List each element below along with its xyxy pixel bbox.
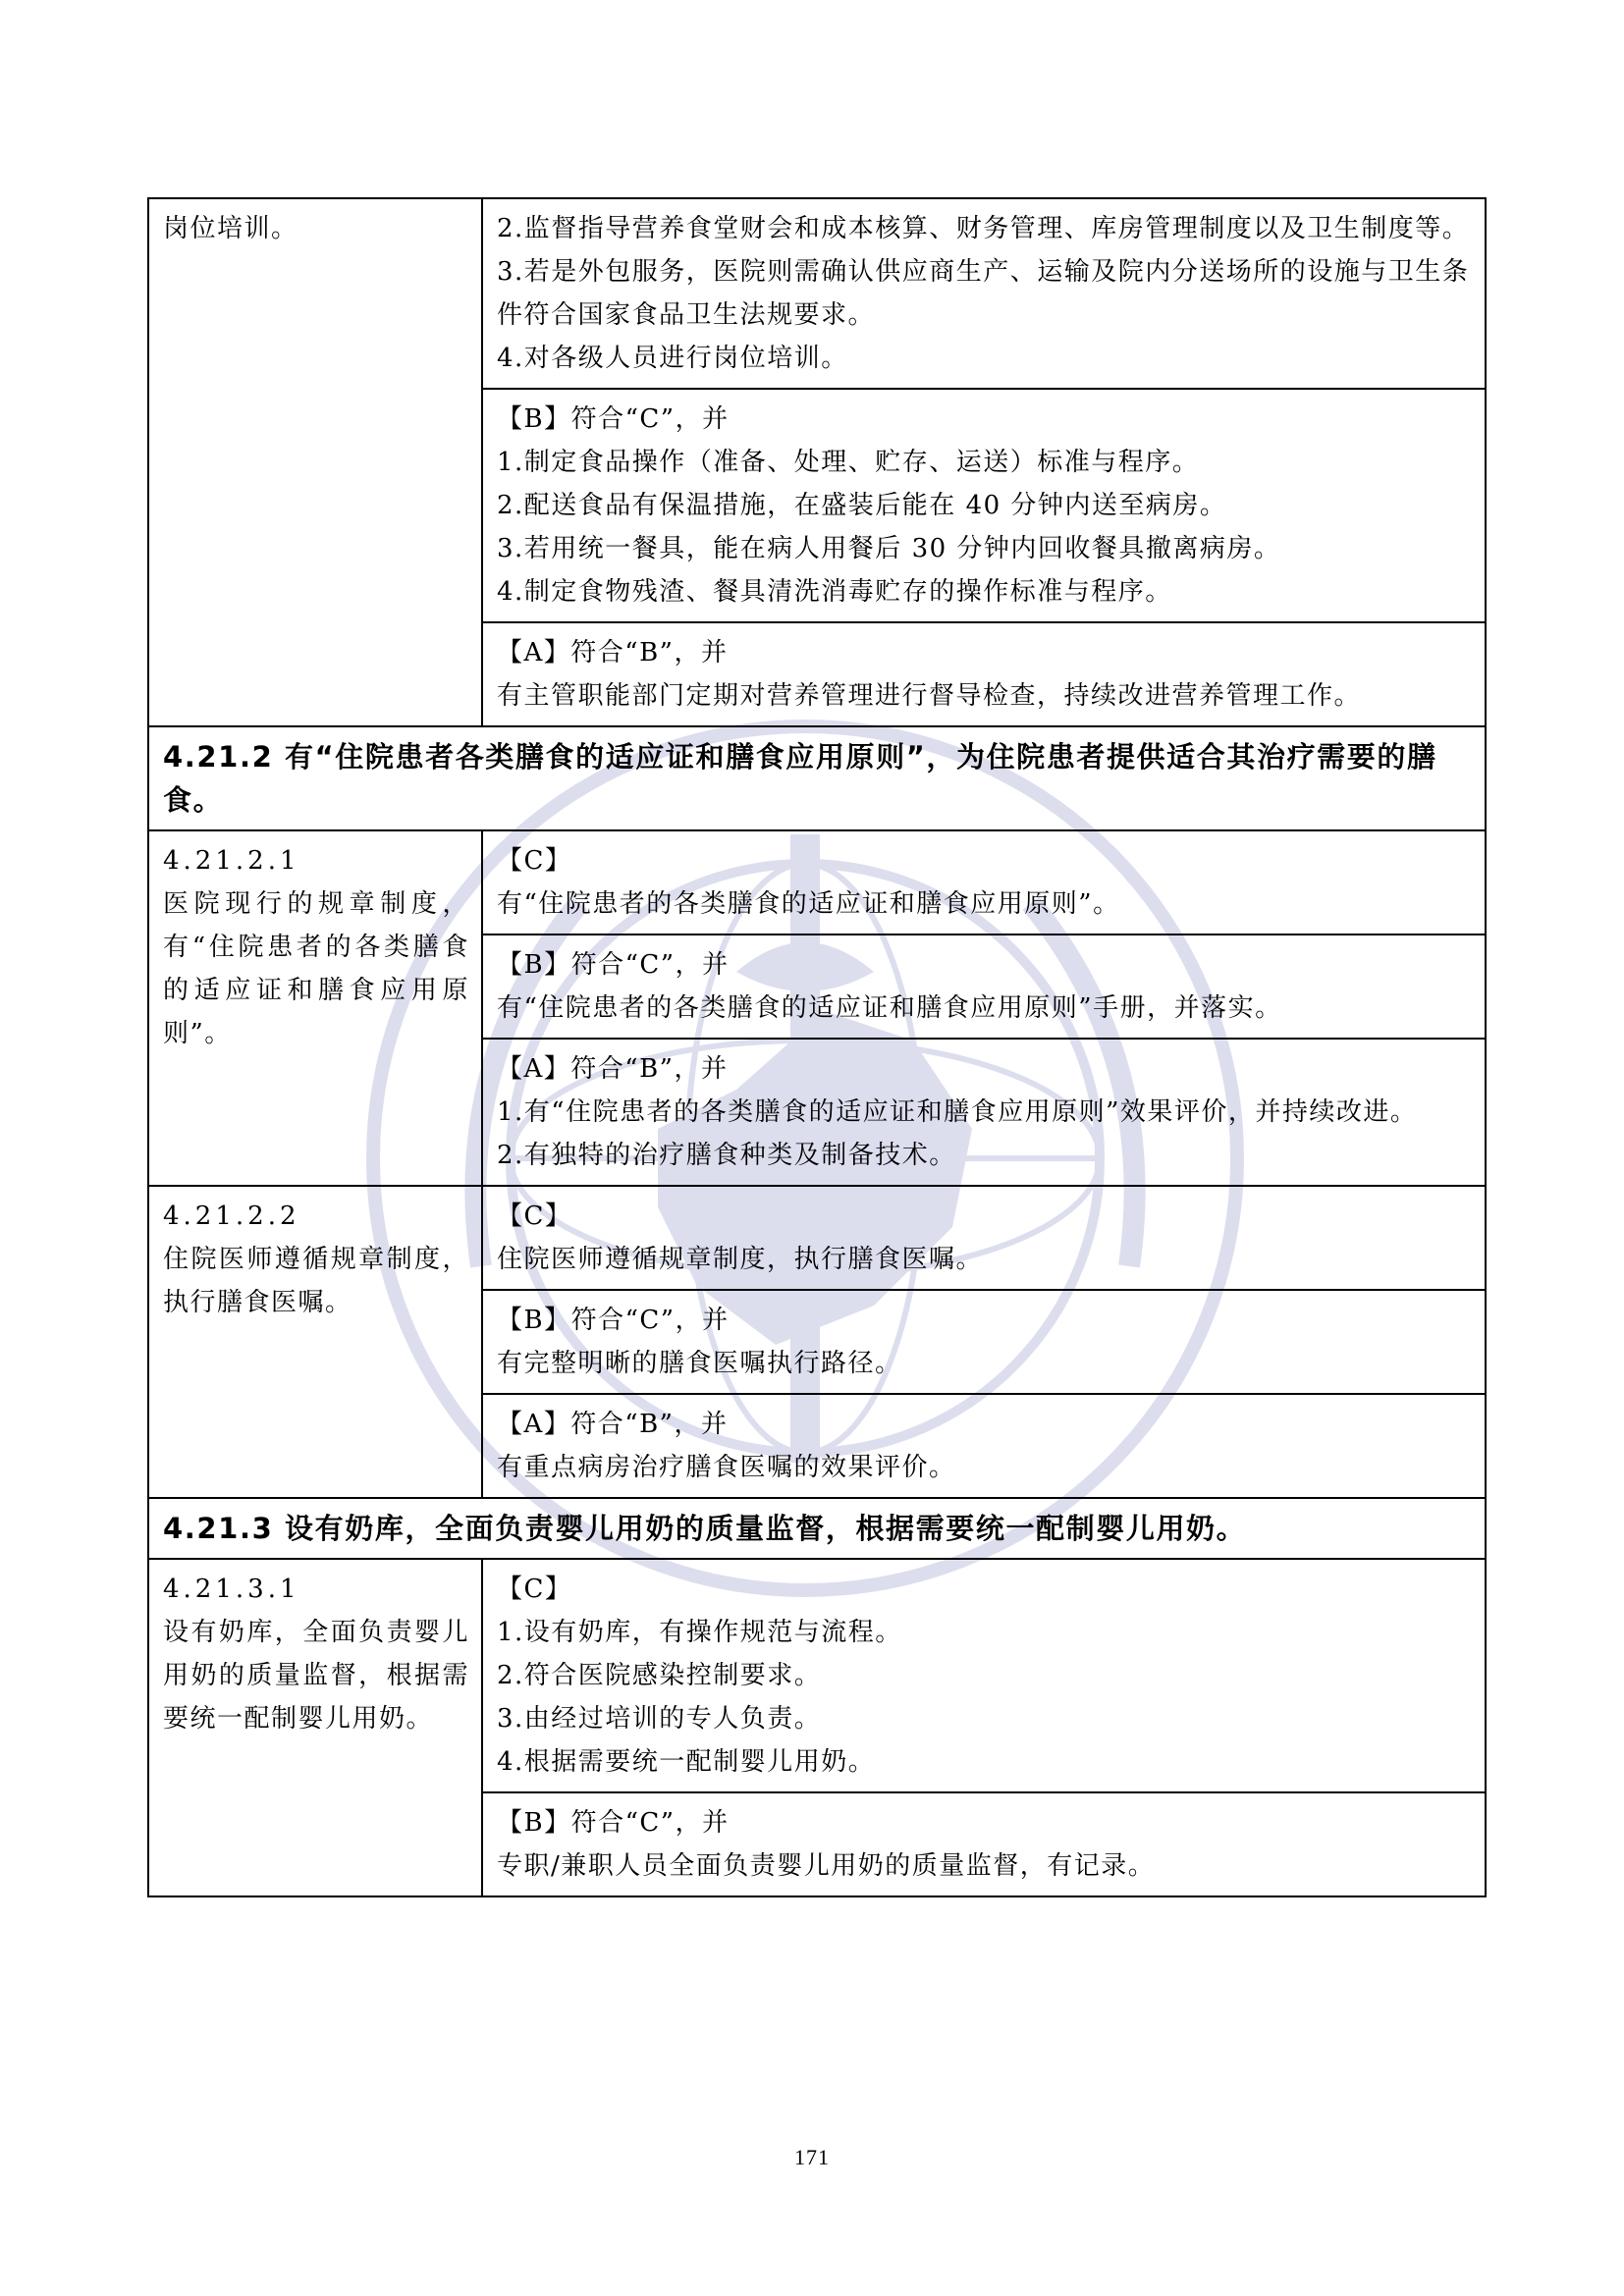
section-heading-4-21-2: 4.21.2 有“住院患者各类膳食的适应证和膳食应用原则”，为住院患者提供适合其治疗需要的膳食。 [148,726,1486,830]
table-row [148,1559,1486,1792]
grade-b-cell: 【B】符合“C”，并 有完整明晰的膳食医嘱执行路径。 [482,1290,1486,1394]
criterion-description-cell: 4.21.3.1 设有奶库，全面负责婴儿用奶的质量监督，根据需要统一配制婴儿用奶。 [148,1559,482,1896]
section-heading-4-21-3: 4.21.3 设有奶库，全面负责婴儿用奶的质量监督，根据需要统一配制婴儿用奶。 [148,1498,1486,1559]
criterion-description-cell: 岗位培训。 [148,198,482,726]
table-row [148,830,1486,934]
grade-b-cell: 【B】符合“C”，并 专职/兼职人员全面负责婴儿用奶的质量监督，有记录。 [482,1792,1486,1896]
grade-c-cell: 【C】 住院医师遵循规章制度，执行膳食医嘱。 [482,1186,1486,1290]
criterion-description-cell: 4.21.2.2 住院医师遵循规章制度，执行膳食医嘱。 [148,1186,482,1498]
grade-cell: 2.监督指导营养食堂财会和成本核算、财务管理、库房管理制度以及卫生制度等。 3.若是外包服务，医院则需确认供应商生产、运输及院内分送场所的设施与卫生条件符合国家食品卫生法规要求。 4.对各级人员进行岗位培训。 [482,198,1486,389]
section-heading-row [148,726,1486,830]
grade-a-cell: 【A】符合“B”，并 1.有“住院患者的各类膳食的适应证和膳食应用原则”效果评价，并持续改进。 2.有独特的治疗膳食种类及制备技术。 [482,1039,1486,1186]
criterion-description-cell: 4.21.2.1 医院现行的规章制度，有“住院患者的各类膳食的适应证和膳食应用原则”。 [148,830,482,1186]
grade-a-cell: 【A】符合“B”，并 有主管职能部门定期对营养管理进行督导检查，持续改进营养管理工作。 [482,622,1486,726]
section-heading-row [148,1498,1486,1559]
grade-c-cell: 【C】 有“住院患者的各类膳食的适应证和膳食应用原则”。 [482,830,1486,934]
grade-b-cell: 【B】符合“C”，并 1.制定食品操作（准备、处理、贮存、运送）标准与程序。 2.配送食品有保温措施，在盛装后能在 40 分钟内送至病房。 3.若用统一餐具，能在病人用餐后 30 分钟内回收餐具撤离病房。 4.制定食物残渣、餐具清洗消毒贮存的操作标准与程序。 [482,389,1486,622]
table-row [148,1186,1486,1290]
grade-b-cell: 【B】符合“C”，并 有“住院患者的各类膳食的适应证和膳食应用原则”手册，并落实。 [482,934,1486,1039]
grade-a-cell: 【A】符合“B”，并 有重点病房治疗膳食医嘱的效果评价。 [482,1394,1486,1498]
page-number: 171 [794,2145,830,2169]
grade-c-cell: 【C】 1.设有奶库，有操作规范与流程。 2.符合医院感染控制要求。 3.由经过培训的专人负责。 4.根据需要统一配制婴儿用奶。 [482,1559,1486,1792]
table-row [148,198,1486,389]
evaluation-standards-table [147,197,1487,1897]
